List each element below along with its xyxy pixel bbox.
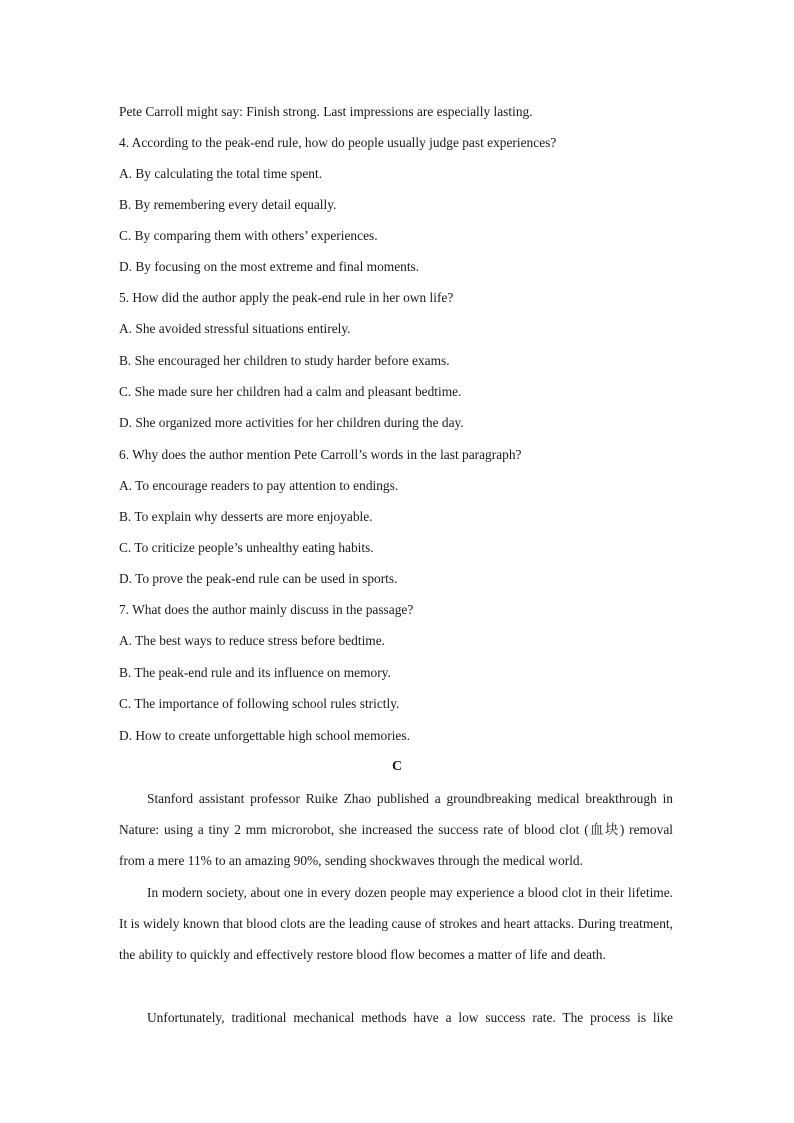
question-stem: 6. Why does the author mention Pete Carroll’s words in the last paragraph? <box>119 447 522 462</box>
answer-option: B. To explain why desserts are more enjoyable. <box>119 509 373 524</box>
passage-paragraph: Stanford assistant professor Ruike Zhao published a groundbreaking medical breakthrough in Nature: using a tiny 2 mm microrobot, she increased the success rate of blood clot (血块) removal from a mere 11% to an amazing 90%, sending shockwaves through the medical world. <box>119 791 673 869</box>
question-stem: 5. How did the author apply the peak-end rule in her own life? <box>119 290 454 305</box>
answer-option: B. By remembering every detail equally. <box>119 197 337 212</box>
passage-paragraph-text: Unfortunately, traditional mechanical methods have a low success rate. The process is like <box>147 1010 673 1025</box>
answer-option: C. The importance of following school rules strictly. <box>119 696 400 711</box>
answer-option: A. She avoided stressful situations entirely. <box>119 321 351 336</box>
answer-option: D. How to create unforgettable high school memories. <box>119 728 410 743</box>
answer-option: C. By comparing them with others’ experiences. <box>119 228 378 243</box>
answer-option: B. The peak-end rule and its influence on memory. <box>119 665 391 680</box>
passage-paragraph-partial <box>119 1002 673 1033</box>
question-stem: 4. According to the peak-end rule, how do people usually judge past experiences? <box>119 135 557 150</box>
question-stem: 7. What does the author mainly discuss in the passage? <box>119 602 414 617</box>
answer-option: C. To criticize people’s unhealthy eating habits. <box>119 540 374 555</box>
answer-option: D. She organized more activities for her children during the day. <box>119 415 464 430</box>
answer-option: A. To encourage readers to pay attention to endings. <box>119 478 399 493</box>
answer-option: D. To prove the peak-end rule can be used in sports. <box>119 571 398 586</box>
passage-paragraph: In modern society, about one in every dozen people may experience a blood clot in their lifetime. It is widely known that blood clots are the leading cause of strokes and heart attacks. During treatment, the ability to quickly and effectively restore blood flow becomes a matter of life and death. <box>119 885 673 963</box>
intro-line: Pete Carroll might say: Finish strong. Last impressions are especially lasting. <box>119 104 533 119</box>
answer-option: B. She encouraged her children to study harder before exams. <box>119 353 450 368</box>
answer-option: C. She made sure her children had a calm and pleasant bedtime. <box>119 384 462 399</box>
answer-option: A. The best ways to reduce stress before bedtime. <box>119 633 385 648</box>
answer-option: A. By calculating the total time spent. <box>119 166 323 181</box>
section-heading: C <box>391 759 403 774</box>
answer-option: D. By focusing on the most extreme and final moments. <box>119 259 420 274</box>
